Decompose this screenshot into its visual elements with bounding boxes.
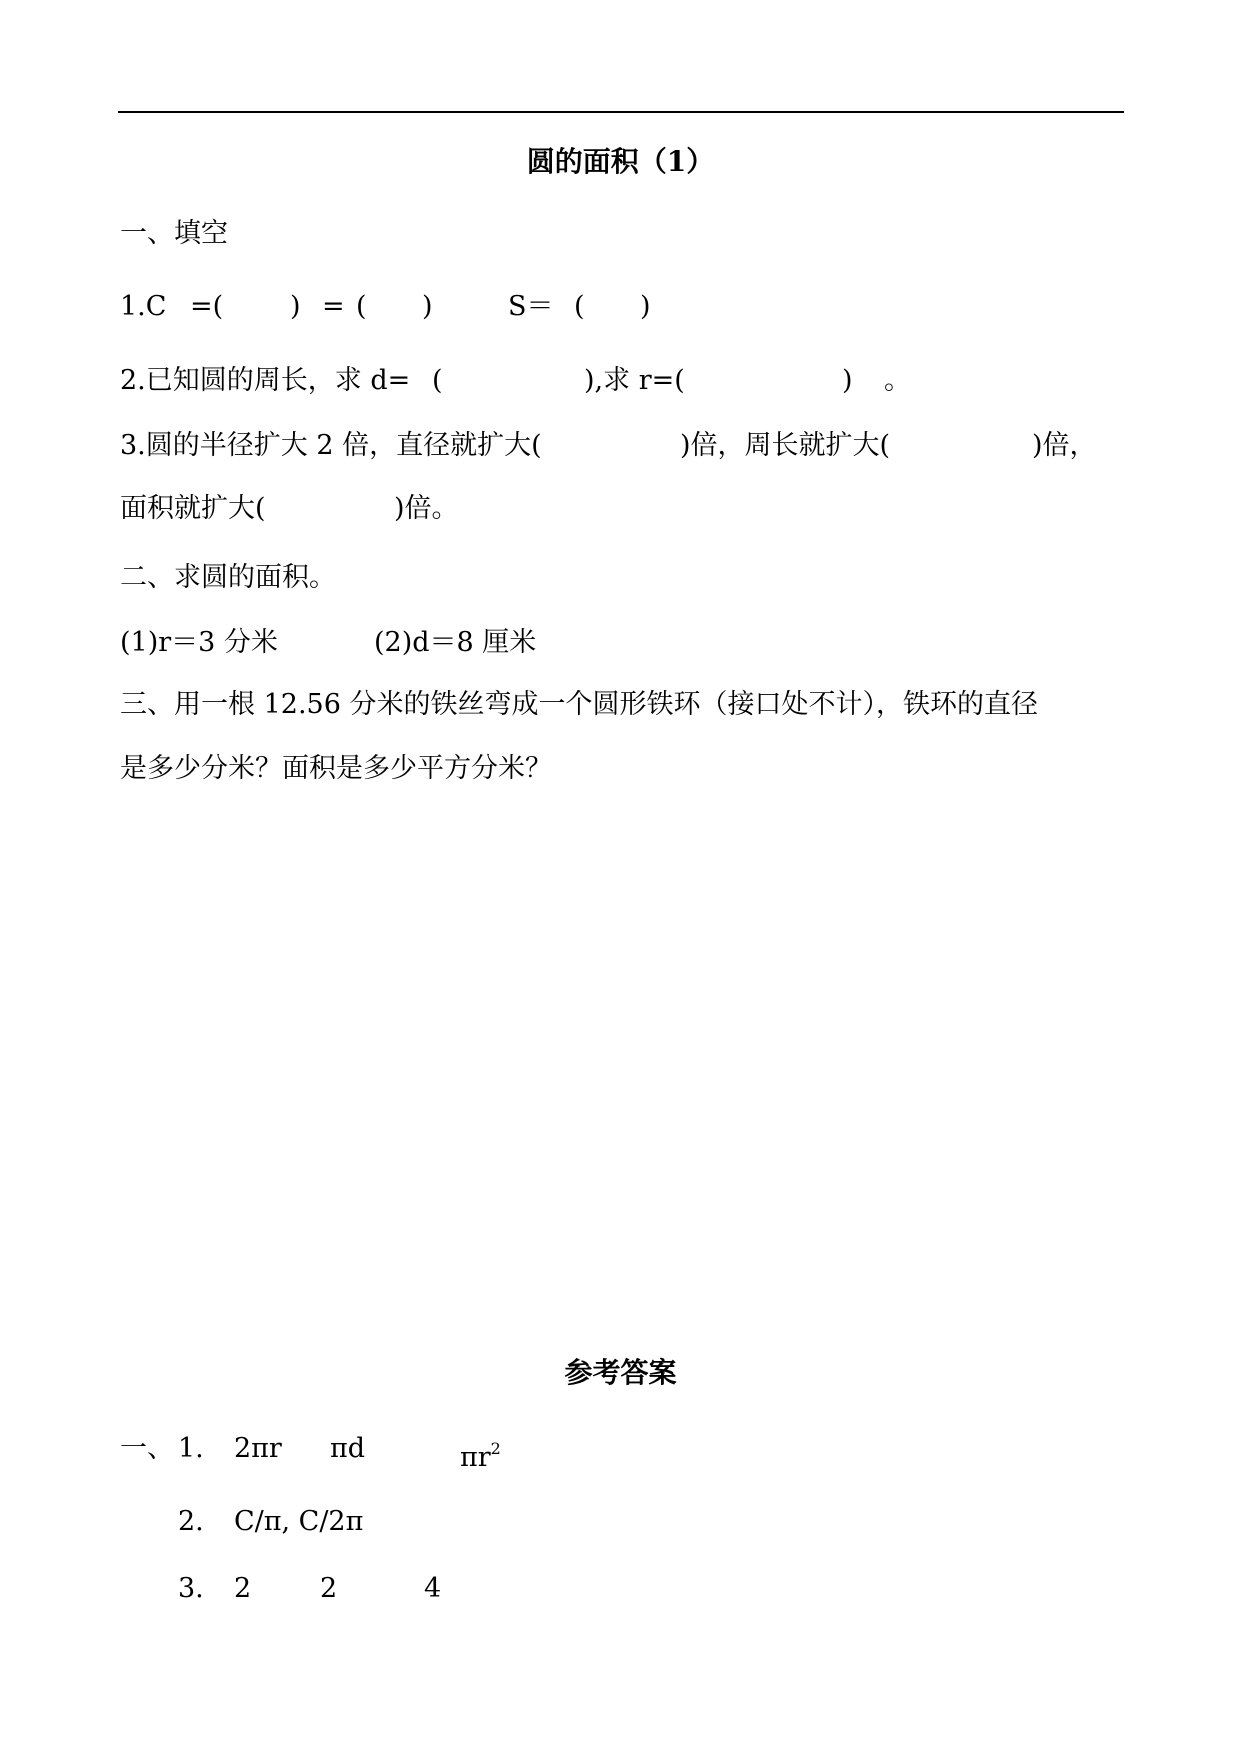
q1-paren2-open: (: [356, 291, 367, 322]
q2-paren2-close: ): [842, 365, 853, 396]
q1-lead: 1.C: [120, 291, 167, 322]
q1-eq2: =: [322, 291, 345, 322]
section2-item-2: (2)d＝8 厘米: [374, 627, 537, 658]
q2-paren1-open: (: [432, 365, 443, 396]
header-rule: [118, 111, 1124, 113]
q3-line2-b: )倍。: [394, 493, 459, 524]
section1-heading: 一、填空: [120, 218, 228, 249]
answer-1-value-3: $\pi r^2$: [460, 1439, 501, 1473]
section2-item-1: (1)r＝3 分米: [120, 627, 278, 658]
section2-heading: 二、求圆的面积。: [120, 562, 336, 593]
section3-line-2: 是多少分米？面积是多少平方分米？: [120, 753, 552, 784]
answer-1-value-1: 2πr: [234, 1433, 282, 1464]
answer-1-value-2: πd: [330, 1433, 366, 1464]
answers-title: 参考答案: [564, 1356, 677, 1389]
answer-3-number: 3.: [178, 1573, 204, 1604]
q2-lead: 2.已知圆的周长，求 d=: [120, 365, 411, 396]
q2-end: 。: [884, 365, 911, 396]
q3-line2-a: 面积就扩大(: [120, 493, 266, 524]
q1-paren2-close: ): [422, 291, 433, 322]
q1-paren3-close: ): [640, 291, 651, 322]
q3-part1: 3.圆的半径扩大 2 倍，直径就扩大(: [120, 430, 542, 461]
answers-prefix: 一、: [120, 1433, 174, 1464]
q1-s-label: S＝: [508, 291, 554, 322]
q1-paren1-close: ): [290, 291, 301, 322]
section3-line-1: 三、用一根 12.56 分米的铁丝弯成一个圆形铁环（接口处不计），铁环的直径: [120, 689, 1038, 720]
answer-3-value-1: 2: [234, 1573, 252, 1604]
q3-part3: )倍，: [1032, 430, 1097, 461]
q1-paren3-open: (: [574, 291, 585, 322]
answer-2-value: C/π, C/2π: [234, 1506, 364, 1537]
answer-3-value-2: 2: [320, 1573, 338, 1604]
q3-part2: )倍，周长就扩大(: [680, 430, 891, 461]
answer-3-value-3: 4: [424, 1573, 442, 1604]
q1-eq1: =(: [190, 291, 224, 322]
answer-1-number: 1.: [178, 1433, 204, 1464]
page-title: 圆的面积（1）: [526, 145, 715, 178]
answer-1-exponent: 2: [490, 1439, 501, 1458]
answer-2-number: 2.: [178, 1506, 204, 1537]
q2-mid: ),求 r=(: [584, 365, 685, 396]
